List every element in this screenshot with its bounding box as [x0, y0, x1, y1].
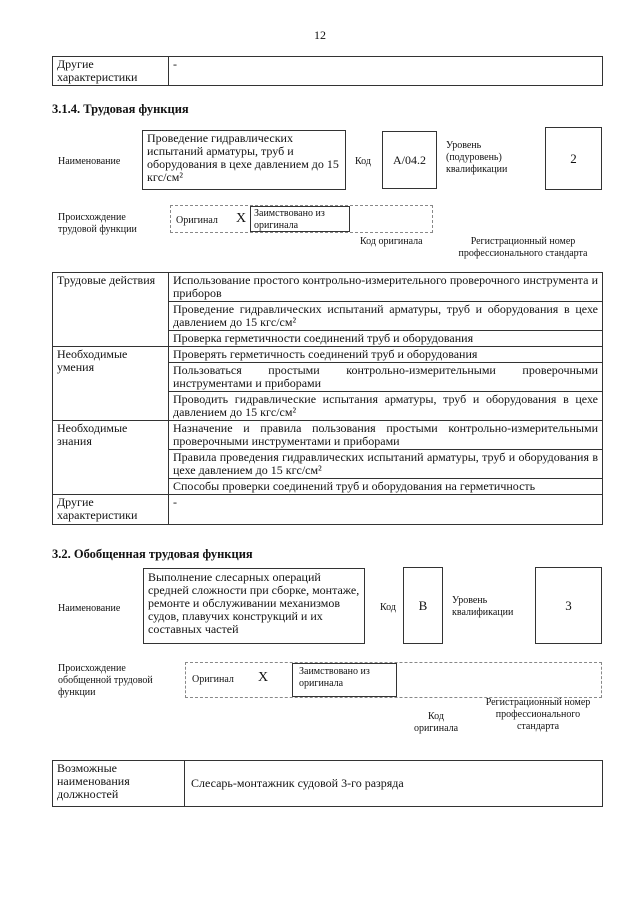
- group-label-knowledge: Необходимые знания: [53, 421, 169, 495]
- group-label-skills: Необходимые умения: [53, 347, 169, 421]
- code-value: A/04.2: [393, 153, 426, 167]
- table-cell: Проверять герметичность соединений труб и оборудования: [169, 347, 603, 363]
- borrowed-label: Заимствовано из оригинала: [299, 666, 370, 689]
- code-box: [382, 131, 437, 189]
- group-label-actions: Трудовые действия: [53, 273, 169, 347]
- level-label: Уровень (подуровень) квалификации: [446, 140, 508, 175]
- other-characteristics-table: [52, 56, 603, 86]
- table-row: [53, 347, 603, 363]
- level-value: 3: [565, 598, 572, 613]
- original-label: Оригинал: [176, 215, 218, 226]
- table-cell: Проводить гидравлические испытания арматуры, труб и оборудования в цехе давлением до 15 кгс/см²: [169, 392, 603, 421]
- positions-label: Возможные наименования должностей: [53, 761, 185, 807]
- other-characteristics-value: -: [169, 57, 603, 86]
- function-name-text: Проведение гидравлических испытаний арматуры, труб и оборудования в цехе давлением до 15 кгс/см²: [147, 131, 339, 184]
- code-value: B: [418, 598, 428, 613]
- labor-function-table: [52, 272, 603, 525]
- table-cell: Проведение гидравлических испытаний арматуры, труб и оборудования в цехе давлением до 15 кгс/см²: [169, 302, 603, 331]
- original-code-label: Код оригинала: [360, 236, 423, 247]
- generalized-function-name-box: [143, 568, 365, 644]
- registration-number-label: Регистрационный номер профессионального стандарта: [485, 697, 591, 732]
- origin-label: Происхождение обобщенной трудовой функции: [58, 663, 153, 698]
- registration-number-label: Регистрационный номер профессионального стандарта: [458, 236, 588, 259]
- table-cell: -: [169, 495, 603, 525]
- borrowed-box: [250, 206, 350, 232]
- original-label: Оригинал: [192, 674, 234, 685]
- table-row: [53, 421, 603, 450]
- table-cell: Назначение и правила пользования простыми контрольно-измерительными проверочными инструментами и приборами: [169, 421, 603, 450]
- name-label: Наименование: [58, 156, 121, 167]
- original-mark: X: [236, 211, 247, 226]
- code-label: Код: [355, 156, 371, 167]
- name-label: Наименование: [58, 603, 121, 614]
- section-heading-3-1-4: 3.1.4. Трудовая функция: [52, 102, 189, 116]
- borrowed-box: [292, 663, 397, 697]
- original-mark: X: [258, 670, 269, 685]
- level-box: [535, 567, 602, 644]
- group-label-other: Другие характеристики: [53, 495, 169, 525]
- code-box: [403, 567, 443, 644]
- generalized-function-name-text: Выполнение слесарных операций средней сложности при сборке, монтаже, ремонте и обслуживании механизмов судов, плавучих конструкций и их составных частей: [148, 570, 360, 636]
- code-label: Код: [380, 602, 396, 613]
- origin-label: Происхождение трудовой функции: [58, 212, 137, 235]
- borrowed-label: Заимствовано из оригинала: [254, 208, 325, 231]
- positions-table: [52, 760, 603, 807]
- table-row: [53, 495, 603, 525]
- page-number: 12: [314, 28, 326, 42]
- table-cell: Использование простого контрольно-измерительного проверочного инструмента и приборов: [169, 273, 603, 302]
- section-heading-3-2: 3.2. Обобщенная трудовая функция: [52, 547, 253, 561]
- level-value: 2: [570, 151, 577, 166]
- table-cell: Способы проверки соединений труб и оборудования на герметичность: [169, 479, 603, 495]
- level-label: Уровень квалификации: [452, 595, 514, 618]
- function-name-box: [142, 130, 346, 190]
- table-cell: Правила проведения гидравлических испытаний арматуры, труб и оборудования в цехе давлением до 15 кгс/см²: [169, 450, 603, 479]
- table-row: [53, 273, 603, 302]
- table-cell: Проверка герметичности соединений труб и оборудования: [169, 331, 603, 347]
- other-characteristics-label: Другие характеристики: [53, 57, 169, 86]
- level-box: [545, 127, 602, 190]
- table-cell: Пользоваться простыми контрольно-измерительными проверочными инструментами и приборами: [169, 363, 603, 392]
- original-code-label: Код оригинала: [413, 711, 459, 734]
- positions-value: Слесарь-монтажник судовой 3-го разряда: [185, 761, 603, 807]
